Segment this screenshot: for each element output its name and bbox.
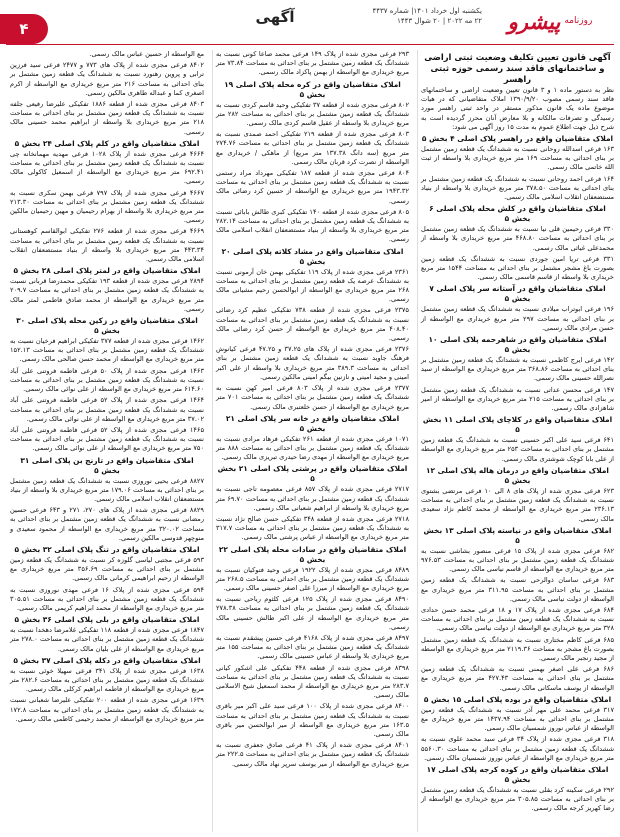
listing-paragraph: ۴۶۶۴ فرعی مجزی شده از پلاک ۱۰۲۸ فرعی مهدیه مهمانخانه چی نسبت به ششدانگ یک قطعه زمین مشتمل بر بنای احداثی به مساحت ۶۹۲.۴۱ متر مربع خریداری مع الواسطه از اسمعیل کاکولی مالک رسمی.	[10, 149, 204, 186]
listing-paragraph: ۶۲۳ فرعی مجزی شده از پلاک های ۸ الی ۱۰ فرعی مرتضی بشتوی نسبت به ششدانگ یک قطعه زمین مشتمل بر بنای احداثی به مساحت ۲۳۶.۱۳ متر مربع خریداری مع الواسطه از محمد کاظم نژاد سعیدی مالک رسمی.	[421, 486, 614, 523]
listing-paragraph: ۲۹۳ فرعی مجزی شده از پلاک ۱۴۹ فرعی محمد صاعا کونی نسبت به ششدانگ یک قطعه زمین مشتمل بر بنای احداثی به مساحت ۷۳.۸۴ متر مربع خریداری مع الواسطه از بهمن پاکزاد مالک رسمی.	[216, 50, 409, 77]
listing-paragraph: ۸۴۹۷ فرعی مجزی شده از پلاک ۴۱۶۸ فرعی حسین پیشقدم نسبت به ششدانگ یک قطعه زمین مشتمل بر بنای احداثی به مساحت ۱۵۵ متر مربع خریداری بلا واسطه از عباس حسینی مالک رسمی.	[216, 633, 409, 661]
listing-paragraph: ۳۳۱ فرعی تریا امین جوردی نسبت به ششدانگ یک قطعه زمین بصورت باغ مشجر مشتمل بر بنای احداثی به مساحت ۱۵۴۴ متر مربع خریداری بلا واسطه از قاسم قاسمی مالک رسمی.	[421, 254, 614, 282]
listing-paragraph: ۲۳۷۶ فرعی مجزی شده از پلاک های ۳۷.۲۵ و ۴۷.۲۵ فرعی کیانوش فرهنگ جاوید نسبت به ششدانگ یک قطعه زمین مشتمل بر بنای احداثی به مساحت ۳۸۹.۳ متر مربع خریداری بلا واسطه از علی اکبر امینی و مجید امینی و نازنین بیگم امینی مالکین رسمی.	[216, 345, 409, 381]
listing-paragraph: ۸۰۵ فرعی مجزی شده از قطعه ۱۴۰ تفکیکی کبری طالش بابائی نسبت به ششدانگ یک قطعه زمین مشتمل بر بنای احداثی به مساحت ۲۸۲.۱۴ متر مربع خریداری بلا واسطه از بنیاد مستضعفان انقلاب اسلامی مالک رسمی.	[216, 207, 409, 244]
section-heading: املاک متقاضیان واقع در درمان هاله پلاک اصلی ۱۲ بخش ۵	[426, 465, 609, 485]
section-heading: املاک متقاضیان واقع در پرشتی پلاک اصلی ۲۱ بخش ۵	[217, 464, 408, 484]
section-heading: املاک متقاضیان واقع در لمتر پلاک اصلی ۲۸ بخش ۵	[13, 266, 201, 276]
listing-paragraph: ۸۴۸۹ فرعی مجزی شده از پلاک ۱۹۲۲ فرعی وحید فتوکیان نسبت به ششدانگ یک قطعه زمین مشتمل بر بنای احداثی به مساحت ۲۶۸.۵ متر مربع خریداری مع الواسطه از میرزا علی اصغر حسینی مالک رسمی.	[216, 565, 409, 592]
listing-paragraph: ۸۸۲۹ فرعی مجزی شده از پلاک های ۲۷۰، ۲۷۱ و ۶۴۳ فرعی حسین رمضانی نسبت به ششدانگ یک قطعه زمین مشتمل بر بنای احداثی به مساحت ۳۲۰.۰۲ متر مربع خریداری مع الواسطه از محمود سعیدی و منوچهر قدوسی مالکین رسمی.	[10, 506, 204, 542]
listing-paragraph: ۱۶۴ فرعی احمد روحانی نسبت به ششدانگ یک قطعه زمین مشتمل بر بنای احداثی به مساحت ۳۷۸.۵۰ متر مربع خریداری بلا واسطه از بنیاد مستضعفان انقلاب اسلامی مالک رسمی.	[421, 174, 614, 202]
listing-paragraph: نظر به دستور ماده ۱ و ۳ قانون تعیین وضعیت اراضی و ساختمانهای فاقد سند رسمی مصوب ۱۳۹۰/۹/۲۰ املاک متقاضیانی که در هیات موضوع ماده یک قانون مذکور مستقر در واحد ثبتی راهسر مورد رسیدگی و تصرفات مالکانه و بلا معارض آنان محرز گردیده است به شرح ذیل جهت اطلاع عموم به مدت ۱۵ روز آگهی می شود:	[421, 86, 614, 131]
section-heading: املاک متقاضیان واقع در خانه سر پلاک اصلی ۲۱ بخش ۵	[225, 413, 400, 433]
section-heading: املاک متقاضیان واقع در آستانه سر پلاک اصلی ۷ بخش ۵	[429, 284, 606, 304]
listing-paragraph: ۶۸۵ فرعی کاظم مختاری نسبت به ششدانگ یک قطعه زمین مشتمل بصورت باغ مشجر به مساحت ۲۱۱۹.۳۶ متر مربع خریداری مع الواسطه از مجید رنجبر مالک رسمی.	[421, 635, 614, 662]
listing-paragraph: ۲۷۱۷ فرعی مجزی شده از پلاک ۸۵۷ فرعی معصومه تاجی نسبت به ششدانگ یک قطعه زمین مشتمل بر بنای احداثی به مساحت ۶۹.۷۰ متر مربع خریداری بلا واسطه از ابراهیم شعبانی مالک رسمی.	[216, 485, 409, 512]
listing-paragraph: ۸۳۹۸ فرعی مجزی شده از قطعه ۴۴۸ تفکیکی علی اشکور کیانی نسبت به ششدانگ یک قطعه زمین مشتمل بر بنای احداثی به مساحت ۲۸۳.۷ متر مربع خریداری مع الواسطه از محمد اسمعیل شیخ الاسلامی مالک رسمی.	[216, 663, 409, 700]
section-heading: املاک متقاضیان واقع در مشاد کلاته پلاک اصلی ۲۰ بخش ۵	[221, 246, 404, 266]
column-2	[212, 50, 409, 832]
listing-paragraph: ۳۱۸ فرعی مجزی شده از پلاک ۳۴ فرعی سید محمد علوی نسبت به ششدانگ یک قطعه زمین مشتمل بر بنای احداثی به مساحت ۵۵۶۰.۳۰ متر مربع خریداری مع الواسطه از عباس نوروز شمسیان مالک رسمی.	[421, 735, 614, 762]
section-heading: املاک متقاضیان واقع در کلم پلاک اصلی ۲۴ بخش ۵	[14, 138, 200, 148]
listing-paragraph: ۳۳۰ فرعی رحیمین قلی نیا نسبت به ششدانگ یک قطعه زمین مشتمل بر بنای احداثی به مساحت ۴۶۸.۸۰ متر مربع خریداری بلا واسطه از محمدعلی غیاثی مالک رسمی.	[421, 225, 614, 252]
listing-paragraph: ۲۳۷۵ فرعی مجزی شده از قطعه ۷۳۸ تفکیکی عظیم کرد رضائی نسبت به ششدانگ یک قطعه زمین مشتمل بر بنای احداثی به مساحت ۴۰۸.۴۰ متر مربع خریداری مع الواسطه از حسن کرد رضائی مالک رسمی.	[216, 306, 409, 343]
page-header	[0, 0, 620, 44]
listing-paragraph: ۱۹۶ فرعی ابوتراب میلادی نسبت به ششدانگ یک قطعه زمین مشتمل بر بنای احداثی به مساحت ۲۹۷ متر مربع خریداری مع الواسطه از حسن مرادی مالک رسمی.	[421, 305, 614, 332]
section-title: آگهی	[255, 8, 295, 26]
section-heading: املاک متقاضیان واقع در کره محله پلاک اصلی ۱۹ بخش ۵	[224, 79, 401, 99]
listing-paragraph: ۵۹۴ فرعی مجزی شده از پلاک ۱۶ فرعی مهدی نوروزی نسبت به ششدانگ یک قطعه زمین مشتمل بر بنای احداثی به مساحت ۳۰۵.۵۱ متر مربع خریداری مع الواسطه از محمد ابراهیم کریمی مالک رسمی.	[10, 585, 204, 612]
listing-paragraph: ۳۱۷ فرعی محمد علی مهر آذر نسبت به ششدانگ یک قطعه زمین مشتمل بر بنای احداثی به مساحت ۱۴۳۷.۹۴ متر مربع خریداری مع الواسطه از عباس نوروز شمسیان مالک رسمی.	[421, 705, 614, 733]
issue-date-line-2: ۲۲ مه ۲۰۲۲ | ۲۰ شوال ۱۴۴۳	[397, 17, 482, 25]
newspaper-logo	[486, 4, 614, 38]
ad-columns	[6, 50, 614, 832]
listing-paragraph: ۲۸۹۴ فرعی مجزی شده از قطعه ۱۹۳ تفکیکی محمدرضا قربانی نسبت به ششدانگ یک قطعه زمین مشتمل بر بنای احداثی به مساحت ۲۰۹.۷ متر مربع خریداری مع الواسطه از محمد صادق فاطمی لمتر مالک رسمی.	[10, 277, 204, 313]
listing-paragraph: ۱۶۳۹ فرعی مجزی شده از قطعه ۲۰۰ تفکیکی علیرضا شعبانی نسبت به ششدانگ یک قطعه زمین مشتمل بر بنای احداثی به مساحت ۱۷۲.۸ متر مربع خریداری مع الواسطه از محمد رحیمی کاظمی مالک رسمی.	[10, 696, 204, 723]
listing-paragraph: ۱۴۲ فرعی ایرج کاظمی نسبت به ششدانگ یک قطعه زمین مشتمل بر بنای احداثی به مساحت ۳۶۸.۸۶ متر مربع خریداری مع الواسطه از سید نصرالله حسینی مالک رسمی.	[421, 356, 614, 383]
header-divider	[6, 44, 614, 45]
brand-subtitle: روزنامه	[564, 16, 593, 26]
listing-paragraph: ۱۴۶۵ فرعی مجزی شده از پلاک ۵۲ فرعی فاطمه فروتنی علی آباد نسبت به ششدانگ یک قطعه زمین مشتمل بر بنای احداثی به مساحت ۷۵۰ متر مربع خریداری مع الواسطه از علی نوائی مالک رسمی.	[10, 425, 204, 453]
listing-paragraph: ۲۷۱۸ فرعی مجزی شده از قطعه ۳۴۸ تفکیکی حسن صالح نژاد نسبت به ششدانگ یک قطعه زمین مشتمل بر بنای احداثی به مساحت ۳۱۷.۷ متر مربع خریداری مع الواسطه از عباس پرشتی مالک رسمی.	[216, 514, 409, 542]
listing-paragraph: ۸۴۰۰ فرعی مجزی شده از پلاک ۱۰۰ فرعی سید علی اکبر میر باقری نسبت به ششدانگ یک قطعه زمین مشتمل بر بنای احداثی به مساحت ۱۶۳.۵ متر مربع خریداری مع الواسطه از میر ابوالحسن میر باقری مالک رسمی.	[216, 702, 409, 738]
section-heading: املاک متقاضیان واقع در بوده پلاک اصلی ۱۵ بخش ۵	[423, 694, 612, 704]
section-heading: املاک متقاضیان واقع در راهسر پلاک اصلی ۴ بخش ۵	[421, 134, 614, 144]
listing-paragraph: ۸۴۹۰ فرعی مجزی شده از پلاک ۱۲۵ فرعی کلثوم ریاحی نسبت به ششدانگ یک قطعه زمین مشتمل بر بنای احداثی به مساحت ۲۷۸.۳۸ متر مربع خریداری مع الواسطه از علی اکبر طالش حسینی مالک رسمی.	[216, 595, 409, 631]
column-3	[7, 50, 204, 832]
listing-paragraph: ۱۴۶۴ فرعی مجزی شده از پلاک ۵۲ فرعی فاطمه فروتنی علی آباد نسبت به ششدانگ یک قطعه زمین مشتمل بر بنای احداثی به مساحت ۳۷.۰۲ متر مربع خریداری مع الواسطه از علی نوائی مالک رسمی.	[10, 396, 204, 423]
listing-paragraph: ۸۴۰۱ فرعی مجزی شده از پلاک ۴۱ فرعی صادق جعفری نسبت به ششدانگ یک قطعه زمین مشتمل بر بنای احداثی به مساحت ۲۲۲.۵ متر مربع خریداری مع الواسطه از میر یوسف سرپر نهاد مالک رسمی.	[216, 741, 409, 768]
listing-paragraph: ۱۴۷ فرعی محسن عداتی نسبت به ششدانگ یک قطعه زمین مشتمل بر بنای احداثی به مساحت ۲۱۵ متر مربع خریداری مع الواسطه از امیر شاهزادی مالک رسمی.	[421, 385, 614, 413]
listing-paragraph: ۱۴۶۳ فرعی مجزی شده از پلاک ۵۰ فرعی فاطمه فروتنی علی آباد نسبت به ششدانگ یک قطعه زمین مشتمل بر بنای احداثی به مساحت ۶۱۴.۶۰ متر مربع خریداری مع الواسطه از علی نوائی مالک رسمی.	[10, 366, 204, 394]
section-heading: املاک متقاضیان واقع در کوده کرجه پلاک اصلی ۱۷ بخش ۵	[426, 764, 609, 784]
section-heading: املاک متقاضیان واقع در کلش محله پلاک اصلی ۶ بخش ۵	[429, 204, 606, 224]
section-heading: املاک متقاضیان واقع در شاهرحمه پلاک اصلی ۱۰ بخش ۵	[428, 335, 607, 355]
section-heading: املاک متقاضیان واقع در زکین محله پلاک اصلی ۳۰ بخش ۵	[16, 316, 198, 336]
listing-paragraph: ۸۴۰۲ فرعی مجزی شده از پلاک های ۷۷۳ و ۲۴۷۷ فرعی سید فرزین ترابی و پروین رهنورد نسبت به ششدانگ یک قطعه زمین مشتمل بر بنای احداثی به مساحت ۲۱۶ متر مربع خریداری مع الواسطه از اکرم اصغری کما و عبداله طاهری مالکین رسمی.	[10, 61, 204, 97]
listing-paragraph: ۱۰۷۱ فرعی مجزی شده از قطعه ۲۶۱ تفکیکی فرهاد مرادی نسبت به ششدانگ یک قطعه زمین مشتمل بر بنای احداثی به مساحت ۸۸۸ متر مربع خریداری مع الواسطه از مهدی رضا حیدری تبریزی مالک رسمی.	[216, 434, 409, 462]
listing-paragraph: ۲۳۷۷ فرعی مجزی شده از پلاک ۸۰۳ فرعی امیر کهن نسبت به ششدانگ یک قطعه زمین مشتمل بر بنای احداثی به مساحت ۷۰۱ متر مربع خریداری مع الواسطه از حسن خلعتبری مالک رسمی.	[216, 384, 409, 411]
listing-paragraph: ۸۰۲ فرعی مجزی شده از قطعه ۳۷ تفکیکی وحید قاسم کردی نسبت به ششدانگ یک قطعه زمین مشتمل بر بنای احداثی به مساحت ۲۸۲ متر مربع خریداری بلا واسطه از عقیل قاسم کردی مالک رسمی.	[216, 100, 409, 128]
issue-date-line: یکشنبه اول خرداد ۱۴۰۱| شماره ۴۴۳۷	[372, 7, 482, 15]
listing-paragraph: ۶۸۶ فرعی علی اصغر بهمنی نسبت به ششدانگ یک قطعه زمین مشتمل بر بنای احداثی به مساحت ۴۲۷.۴۳ متر مربع خریداری مع الواسطه از یوسف ماسکانی مالک رسمی.	[421, 665, 614, 692]
listing-paragraph: ۱۶۳ فرعی اسدالله روحانی نسبت به ششدانگ یک قطعه زمین مشتمل بر بنای احداثی به مساحت ۱۶۹ متر مربع خریداری بلا واسطه از ثبت الله خاتمی مالک رسمی.	[421, 145, 614, 172]
listing-paragraph: ۶۸۲ فرعی مجزی شده از پلاک ۱۵ فرعی منصور بشاشی نسبت به ششدانگ یک قطعه زمین مشتمل بر بنای احداثی به مساحت ۹۷۶.۵۳ متر مربع خریداری مع الواسطه از قاسم نیاسی مالک رسمی.	[421, 546, 614, 574]
listing-paragraph: ۶۸۳ فرعی ساسان ذوالرحی نسبت به ششدانگ یک قطعه زمین مشتمل بر بنای احداثی به مساحت ۳۱۱.۹۵ متر مربع خریداری مع الواسطه از دولت نیاسی مالک رسمی.	[421, 576, 614, 603]
listing-paragraph: ۴۶۶۹ فرعی مجزی شده از قطعه ۲۷۶ تفکیکی ابوالقاسم کوهستانی نسبت به ششدانگ یک قطعه زمین مشتمل بر بنای احداثی به مساحت ۴۴۳.۳۴ متر مربع خریداری بلا واسطه از بنیاد مستضعفان انقلاب اسلامی مالک رسمی.	[10, 227, 204, 264]
listing-paragraph: ۸۴۰۳ فرعی مجزی شده از قطعه ۱۸۸۶ تفکیکی علیرضا رفیعی جلفه نسبت به ششدانگ یک قطعه زمین مشتمل بر بنای احداثی به مساحت ۲۱۸ متر مربع خریداری بلا واسطه از ابراهیم محمد حسینی مالک رسمی.	[10, 100, 204, 136]
listing-paragraph: ۸۸۲۷ فرعی یحیی نوروزی نسبت به ششدانگ یک قطعه زمین مشتمل بر بنای احداثی به مساحت ۱۷۹.۰۶ متر مربع خریداری بلا واسطه از بنیاد مستضعفان انقلاب اسلامی مالک رسمی.	[10, 476, 204, 503]
section-heading: املاک متقاضیان واقع در کلاچای پلاک اصلی ۱۱ بخش ۵	[422, 415, 613, 435]
page-number-badge: ۴	[0, 14, 48, 44]
listing-paragraph: ۱۴۶۲ فرعی مجزی شده از قطعه ۳۷۷ تفکیکی ابراهیم فرخیان نسبت به ششدانگ یک قطعه زمین مشتمل بر بنای احداثی به مساحت ۱۵۲.۱۳ متر مربع خریداری مع الواسطه از محمد حسن صالحی مالک رسمی.	[10, 337, 204, 364]
listing-paragraph: ۸۰۴ فرعی مجزی شده از قطعه ۱۸۷ تفکیکی مهرداد مراد رستمی نسبت به ششدانگ یک قطعه زمین مشتمل بر بنای احداثی به مساحت ۱۹۴۳.۳۲ متر مربع خریداری مع الواسطه از حسین کرد رضائی مالک رسمی.	[216, 169, 409, 205]
brand-name: پیشرو	[507, 8, 561, 34]
section-heading: آگهی قانون تعیین تکلیف وضعیت ثبتی اراضی و ساختمانهای فاقد سند رسمی حوزه ثبتی راهسر	[424, 52, 611, 84]
section-heading: املاک متقاضیان واقع در نیاسته پلاک اصلی ۱۳ بخش ۵	[423, 525, 612, 545]
listing-paragraph: مع الواسطه از حسین عباس مالک رسمی.	[89, 50, 204, 58]
section-heading: املاک متقاضیان واقع در تنگ پلاک اصلی ۳۲ بخش ۵	[14, 544, 200, 554]
listing-paragraph: ۶۸۴ فرعی مجزی شده از پلاک ۱۷ و ۱۸ فرعی محمد حسن حدادی نسبت به ششدانگ یک قطعه زمین مشتمل بر بنای احداثی به مساحت ۳۲۸ متر مربع خریداری مع الواسطه از دولت نیاسی مالک رسمی.	[421, 605, 614, 633]
listing-paragraph: ۱۶۳۸ فرعی مجزی شده از پلاک ۳۴۱ فرعی سهیلا خوئی نسبت به ششدانگ یک قطعه زمین مشتمل بر بنای احداثی به مساحت ۲۸۲.۶ متر مربع خریداری مع الواسطه از فاطمه ابراهیم کرکلی مالک رسمی.	[10, 666, 204, 694]
section-heading: املاک متقاضیان واقع در تارنج بن پلاک اصلی ۳۱ بخش ۵	[20, 455, 194, 475]
listing-paragraph: ۲۹۲ فرعی سکینه کرد بقلی نسبت به ششدانگ یک قطعه زمین مشتمل بر بنای احداثی به مساحت ۳۰۵.۸۵ متر مربع خریداری مع الواسطه از رضا کهریز کرجه مالک رسمی.	[421, 785, 614, 813]
column-1	[417, 50, 614, 832]
section-heading: املاک متقاضیان واقع در دکله پلاک اصلی ۳۷ بخش ۵	[13, 655, 201, 665]
listing-paragraph: ۲۳۶۱ فرعی مجزی شده از پلاک ۱۱۹ تفکیکی بهمن خان آرمونی نسبت به ششدانگ عرصه یک قطعه زمین مشتمل بر بنای احداثی به مساحت ۲۶۸ متر مربع خریداری مع الواسطه از ابوالحسن رحیم مشیانی مالک رسمی.	[216, 267, 409, 304]
listing-paragraph: ۶۴۱ فرعی سید علی اکبر حسینی نسبت به ششدانگ یک قطعه زمین مشتمل بر بنای احداثی به مساحت ۲۵۳ متر مربع خریداری مع الواسطه از علی بابا کوچک شوشتری مالک رسمی.	[421, 436, 614, 463]
section-heading: املاک متقاضیان واقع در بلی پلاک اصلی ۳۶ بخش ۵	[14, 615, 200, 625]
listing-paragraph: ۵۹۳ فرعی مجتبی لیاسی گلوزه کر نسبت به ششدانگ یک قطعه زمین مشتمل بر بنای احداثی به مساحت ۳۵۶.۶۹ متر مربع خریداری مع الواسطه از رحیم ابراهیمی کرمانی مالک رسمی.	[10, 555, 204, 583]
listing-paragraph: ۸۰۳ فرعی مجزی شده از قطعه ۲۱۹ تفکیکی احمد صمدی نسبت به ششدانگ یک قطعه زمین مشتمل بر بنای احداثی به مساحت ۲۷۴.۷۶ متر مربع (سه دانگ ۱۳۷.۳۸ متر مربع) از ماهکی / خریداری مع الواسطه از نصرت کرد قربان مالک رسمی.	[216, 130, 409, 166]
section-heading: املاک متقاضیان واقع در سادات محله پلاک اصلی ۲۲ بخش ۵	[218, 544, 407, 564]
listing-paragraph: ۱۸۴۷ فرعی مجزی شده از قطعه ۱۱۸ تفکیکی غلامرضا دهخدا نسبت به ششدانگ یک قطعه زمین مشتمل بر بنای احداثی به مساحت ۲۷۸.۰ متر مربع خریداری مع الواسطه از علی بلیان مالک رسمی.	[10, 626, 204, 653]
listing-paragraph: ۴۶۶۷ فرعی مجزی شده از پلاک ۷۹۷ فرعی بهمن سکری نسبت به ششدانگ یک قطعه زمین مشتمل بر بنای احداثی به مساحت ۲۱۳.۳۰ متر مربع خریداری بلا واسطه از بهرام رحیمیان و مهین رحیمیان مالکین رسمی.	[10, 188, 204, 225]
